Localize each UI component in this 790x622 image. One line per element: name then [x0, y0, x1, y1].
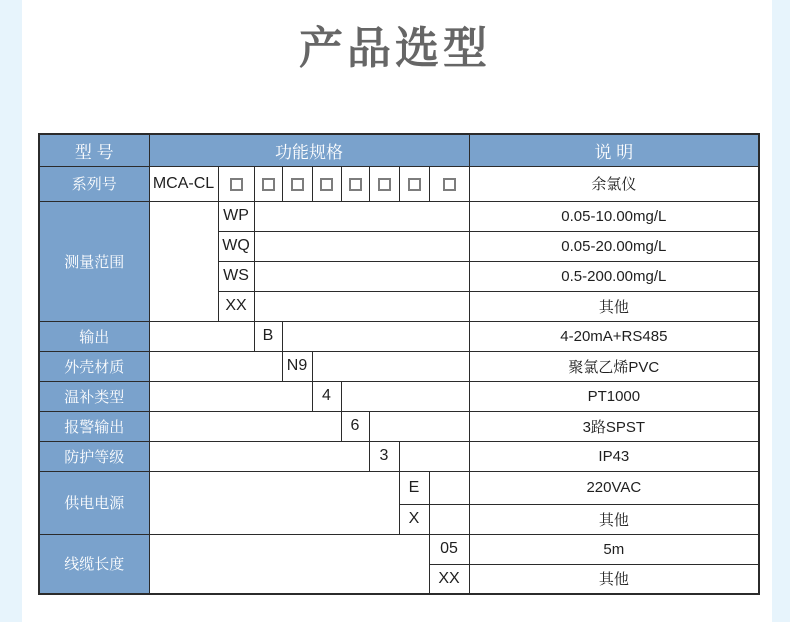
desc-cell: 其他 [469, 564, 759, 594]
header-desc-col: 说 明 [469, 134, 759, 166]
page-title: 产品选型 [299, 24, 491, 73]
checkbox-icon [262, 178, 275, 191]
spacer-cell [149, 351, 282, 381]
code-cell: WS [218, 261, 254, 291]
code-cell: N9 [282, 351, 312, 381]
spacer-cell [149, 534, 429, 594]
desc-cell: 4-20mA+RS485 [469, 321, 759, 351]
table-row [39, 471, 759, 504]
table-row [39, 201, 759, 231]
code-cell: 6 [341, 411, 369, 441]
series-label: 系列号 [39, 166, 149, 201]
series-checkbox-cell [369, 166, 399, 201]
code-cell: WQ [218, 231, 254, 261]
series-checkbox-cell [399, 166, 429, 201]
code-cell: 3 [369, 441, 399, 471]
desc-cell: 220VAC [469, 471, 759, 504]
spacer-cell [149, 201, 218, 321]
spacer-cell [341, 381, 469, 411]
series-desc: 余氯仪 [469, 166, 759, 201]
series-checkbox-cell [312, 166, 341, 201]
group-label: 温补类型 [39, 381, 149, 411]
header-model-col: 型 号 [39, 134, 149, 166]
checkbox-icon [378, 178, 391, 191]
checkbox-icon [443, 178, 456, 191]
table-row [39, 134, 759, 166]
spacer-cell [254, 261, 469, 291]
series-checkbox-cell [429, 166, 469, 201]
checkbox-icon [291, 178, 304, 191]
desc-cell: 0.5-200.00mg/L [469, 261, 759, 291]
desc-cell: 3路SPST [469, 411, 759, 441]
series-checkbox-cell [218, 166, 254, 201]
selection-table-body [39, 134, 759, 594]
desc-cell: 5m [469, 534, 759, 564]
desc-cell: 0.05-10.00mg/L [469, 201, 759, 231]
header-spec-col: 功能规格 [149, 134, 469, 166]
checkbox-icon [320, 178, 333, 191]
spacer-cell [149, 471, 399, 534]
table-row [39, 441, 759, 471]
group-label: 供电电源 [39, 471, 149, 534]
code-cell: 05 [429, 534, 469, 564]
table-row [39, 381, 759, 411]
spacer-cell [149, 321, 254, 351]
spacer-cell [254, 231, 469, 261]
series-checkbox-cell [341, 166, 369, 201]
code-cell: E [399, 471, 429, 504]
selection-table [38, 133, 760, 595]
spacer-cell [149, 441, 369, 471]
desc-cell: 其他 [469, 291, 759, 321]
table-row [39, 351, 759, 381]
desc-cell: IP43 [469, 441, 759, 471]
code-cell: XX [218, 291, 254, 321]
checkbox-icon [349, 178, 362, 191]
code-cell: B [254, 321, 282, 351]
code-cell: X [399, 504, 429, 534]
code-cell: 4 [312, 381, 341, 411]
spacer-cell [254, 201, 469, 231]
series-checkbox-cell [282, 166, 312, 201]
table-row [39, 411, 759, 441]
desc-cell: 其他 [469, 504, 759, 534]
spacer-cell [149, 411, 341, 441]
left-background-strip [0, 0, 22, 622]
table-row [39, 321, 759, 351]
code-cell: XX [429, 564, 469, 594]
spacer-cell [254, 291, 469, 321]
series-prefix: MCA-CL [149, 166, 218, 201]
spacer-cell [149, 381, 312, 411]
code-cell: WP [218, 201, 254, 231]
spacer-cell [429, 471, 469, 504]
table-row [39, 166, 759, 201]
spacer-cell [282, 321, 469, 351]
group-label: 报警输出 [39, 411, 149, 441]
spacer-cell [369, 411, 469, 441]
right-background-strip [772, 0, 790, 622]
desc-cell: 0.05-20.00mg/L [469, 231, 759, 261]
checkbox-icon [408, 178, 421, 191]
group-label: 外壳材质 [39, 351, 149, 381]
table-row [39, 534, 759, 564]
desc-cell: PT1000 [469, 381, 759, 411]
group-label: 输出 [39, 321, 149, 351]
spacer-cell [312, 351, 469, 381]
group-label: 防护等级 [39, 441, 149, 471]
group-label: 线缆长度 [39, 534, 149, 594]
spacer-cell [399, 441, 469, 471]
series-checkbox-cell [254, 166, 282, 201]
checkbox-icon [230, 178, 243, 191]
group-label: 测量范围 [39, 201, 149, 321]
spacer-cell [429, 504, 469, 534]
desc-cell: 聚氯乙烯PVC [469, 351, 759, 381]
